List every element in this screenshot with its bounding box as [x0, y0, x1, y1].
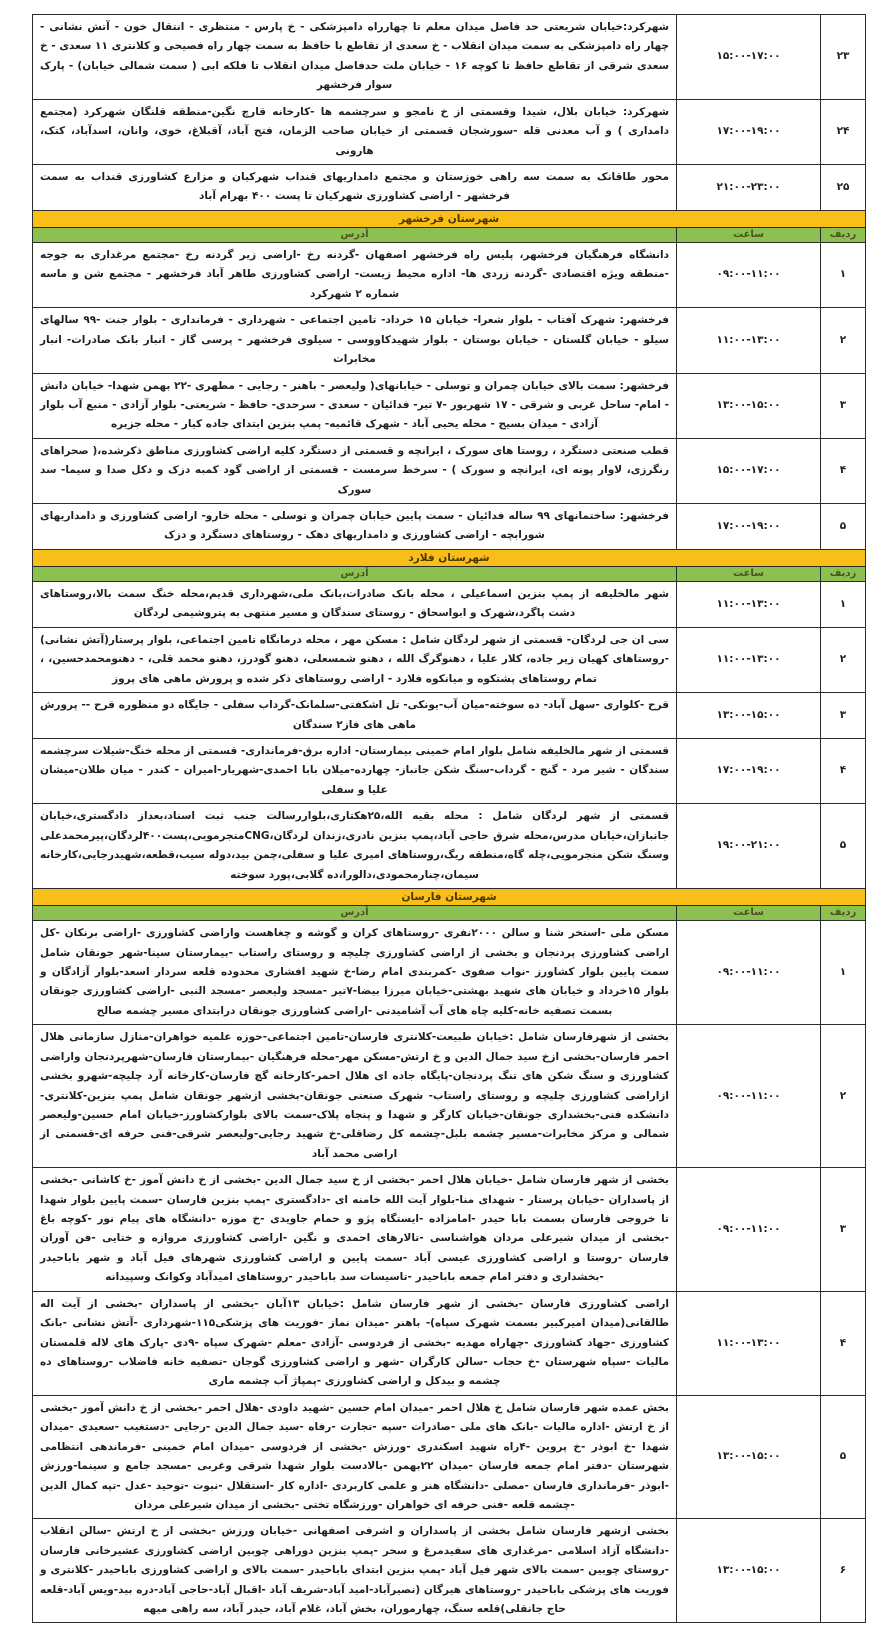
time-cell: ۱۱:۰۰-۱۳:۰۰ [677, 308, 821, 373]
address-cell: قرح -کلواری -سهل آباد- ده سوخته-میان آب-یونکی- تل اشکفتی-سلمانک-گرداب سفلی - جایگاه دو منظوره قرح -- پرورش ماهی های فاز۲ سندگان [33, 693, 677, 739]
section-header-title: شهرستان فرخشهر [33, 210, 866, 227]
address-cell: مسکن ملی -استخر شنا و سالن ۲۰۰۰نفری -روستاهای کران و گوشه و چغاهست واراضی کشاورزی -اراضی برنکان -کل اراضی کشاورزی پردنجان و بخشی از اراضی کشاورزی چلیچه و روستای راستاب -بیمارستان سینا-شهر جونقان شامل سمت پایین بلوار کشاورز -نواب صفوی -کمربندی امام رضا-خ شهید افشاری محدوده قلعه سردار اسعد-بلوار آزادگان و بلوار ۱۵خرداد و خیابان های شهید بهشتی-خیابان میرزا بیضا-۷تیر -مسجد ولیعصر -مسجد النبی -اراضی کشاورزی جونقان بسمت تصفیه خانه-کلیه چاه های آب آشامیدنی -اراضی کشاورزی جونقان درابتدای مسیر چشمه صالح [33, 921, 677, 1025]
column-header-rownum: ردیف [821, 227, 866, 242]
table-row [33, 164, 866, 210]
row-number-cell: ۴ [821, 739, 866, 804]
row-number-cell: ۵ [821, 1395, 866, 1519]
address-cell: قسمتی از شهر لردگان شامل : محله بقیه الله،۲۵هکتاری،بلواررسالت جنب ثبت اسناد،بعداز دادگستری،خیابان جانبازان،خیابان مدرس،محله شرق حاجی آباد،پمپ بنزین نادری،زندان لردگان،CNGمنجرمویی،پست۴۰۰لردگان،پیرمحمدعلی وسنگ شکن منجرمویی،چله گاه،منطقه ریگ،روستاهای امیری علیا و سفلی،چمن بید،دوله سیب،قطعه،شهیدرجایی،کارخانه سیمان،چنارمحمودی،دالورا،ده گلابی،پورد سوخته [33, 804, 677, 889]
section-header-title: شهرستان فلارد [33, 549, 866, 566]
address-cell: فرخشهر: سمت بالای خیابان چمران و توسلی - خیابانهای( ولیعصر - باهنر - رجایی - مطهری -۲۲ بهمن شهدا- خیابان دانش - امام- ساحل غربی و شرقی - ۱۷ شهریور -۷ تیر- فدائیان - سعدی - سرحدی- حافظ - شریعتی- بلوار آزادی - منبع آب بلوار آزادی - میدان بسیج - محله یحیی آباد - شهرک قائمیه- پمپ بنزین ابتدای جاده کیار - محله جزیره [33, 373, 677, 438]
row-number-cell: ۳ [821, 373, 866, 438]
table-row [33, 308, 866, 373]
time-cell: ۱۷:۰۰-۱۹:۰۰ [677, 99, 821, 164]
section-header-title: شهرستان فارسان [33, 888, 866, 905]
time-cell: ۱۵:۰۰-۱۷:۰۰ [677, 15, 821, 100]
table-row [33, 1025, 866, 1168]
address-cell: فرخشهر: ساختمانهای ۹۹ ساله فدائیان - سمت پایین خیابان چمران و توسلی - محله خارو- اراضی کشاورزی و دامداریهای شورابچه - اراضی کشاورزی و دامداریهای دهک - روستاهای دستگرد و دزک [33, 504, 677, 550]
section-header-row [33, 210, 866, 227]
column-header-row [33, 567, 866, 582]
time-cell: ۱۱:۰۰-۱۳:۰۰ [677, 582, 821, 628]
address-cell: محور طاقانک به سمت سه راهی خوزستان و مجتمع دامداریهای قنداب شهرکیان و مزارع کشاورزی قنداب به سمت فرخشهر - اراضی کشاورزی شهرکیان تا پست ۴۰۰ بهرام آباد [33, 164, 677, 210]
table-row [33, 438, 866, 503]
time-cell: ۱۱:۰۰-۱۳:۰۰ [677, 1291, 821, 1395]
address-cell: فرخشهر: شهرک آفتاب - بلوار شعرا- خیابان ۱۵ خرداد- تامین اجتماعی - شهرداری - فرمانداری - بلوار جنت -۹۹ سالهای سیلو - خیابان گلستان - خیابان بوستان - بلوار شهیدکاووسی - سیلوی فرخشهر - پرسی گاز - انبار بانک صادرات- انبار مخابرات [33, 308, 677, 373]
address-cell: بخشی از شهر فارسان شامل -خیابان هلال احمر -بخشی از خ سید جمال الدین -بخشی از خ دانش آموز -خ کاشانی -بخشی از پاسداران -خیابان پرستار - شهدای منا-بلوار آیت الله خامنه ای -دادگستری -پمپ بنزین فارسان -سمت پایین بلوار شهدا تا خروجی فارسان بسمت بابا حیدر -امامزاده -ایستگاه پژو و حمام جاویدی -خ موزه -دانشگاه های پیام نور -کوچه باغ -بخشی از میدان شیرعلی مردان هواشناسی -تالارهای احمدی و نگین -اراضی کشاورزی مروازه و ختایی -فن آوران فارسان -روستا و اراضی کشاورزی عیسی آباد -سمت پایین و اراضی کشاورزی شهرهای فیل آباد و شهر باباحیدر -بخشداری و دفتر امام جمعه باباحیدر -تاسیسات سد باباحیدر -روستاهای امیدآباد وکوانک وسپیدانه [33, 1168, 677, 1292]
row-number-cell: ۳ [821, 1168, 866, 1292]
column-header-time: ساعت [677, 906, 821, 921]
row-number-cell: ۴ [821, 1291, 866, 1395]
address-cell: بخشی از شهرفارسان شامل :خیابان طبیعت-کلانتری فارسان-تامین اجتماعی-حوزه علمیه خواهران-منازل سازمانی هلال احمر فارسان-بخشی ازخ سید جمال الدین و خ ارتش-مسکن مهر-محله فرهنگیان -بیمارستان فارسان-شهرپردنجان واراضی کشاورزی و سنگ شکن های تنگ پردنجان-پایگاه جاده ای هلال احمر-کارخانه گچ فارسان-کارخانه آرد چلیچه-شهرو بخشی ازاراضی کشاورزی چلیچه و روستای راستاب- شهرک صنعتی جونقان-بخشی ازشهر جونقان شامل پمپ بنزین-کلانتری-دانشکده فنی-بخشداری جونقان-خیابان کارگر و شهدا و پنجاه پلاک-سمت بالای بلوارکشاورز-خیابان امام حسین-ولیعصر شمالی و مرکز مخابرات-مسیر چشمه بلبل-چشمه کل رضاقلی-خ شهید رجایی-ولیعصر شرقی-فنی حرفه ای-قسمتی از اراضی محمد آباد [33, 1025, 677, 1168]
row-number-cell: ۲۵ [821, 164, 866, 210]
address-cell: دانشگاه فرهنگیان فرخشهر، پلیس راه فرخشهر اصفهان -گردنه رخ -اراضی زیر گردنه رخ -مجتمع مرغداری به جوجه -منطقه ویژه اقتصادی -گردنه زردی ها- اداره محیط زیست- اراضی کشاورزی طاهر آباد فرخشهر - مجتمع شن و ماسه شماره ۲ شهرکرد [33, 242, 677, 307]
time-cell: ۱۷:۰۰-۱۹:۰۰ [677, 504, 821, 550]
time-cell: ۱۵:۰۰-۱۷:۰۰ [677, 438, 821, 503]
table-row [33, 1168, 866, 1292]
time-cell: ۱۳:۰۰-۱۵:۰۰ [677, 1395, 821, 1519]
table-row [33, 1395, 866, 1519]
section-header-row [33, 888, 866, 905]
time-cell: ۱۳:۰۰-۱۵:۰۰ [677, 373, 821, 438]
column-header-address: آدرس [33, 906, 677, 921]
row-number-cell: ۲۳ [821, 15, 866, 100]
column-header-rownum: ردیف [821, 906, 866, 921]
table-row [33, 582, 866, 628]
row-number-cell: ۱ [821, 921, 866, 1025]
time-cell: ۰۹:۰۰-۱۱:۰۰ [677, 1168, 821, 1292]
time-cell: ۱۹:۰۰-۲۱:۰۰ [677, 804, 821, 889]
outage-table [32, 14, 866, 1623]
row-number-cell: ۲ [821, 627, 866, 692]
time-cell: ۱۷:۰۰-۱۹:۰۰ [677, 739, 821, 804]
row-number-cell: ۲ [821, 1025, 866, 1168]
column-header-address: آدرس [33, 567, 677, 582]
table-row [33, 627, 866, 692]
time-cell: ۱۳:۰۰-۱۵:۰۰ [677, 1519, 821, 1623]
table-row [33, 373, 866, 438]
address-cell: شهر مالخلیفه از پمپ بنزین اسماعیلی ، محله بانک صادرات،بانک ملی،شهرداری قدیم،محله خنگ سمت بالا،روستاهای دشت پاگرد،شهرک و ابواسحاق - روستای سندگان و مسیر منتهی به پتروشیمی لردگان [33, 582, 677, 628]
row-number-cell: ۲ [821, 308, 866, 373]
row-number-cell: ۲۴ [821, 99, 866, 164]
table-row [33, 739, 866, 804]
table-row [33, 504, 866, 550]
table-row [33, 693, 866, 739]
table-row [33, 15, 866, 100]
row-number-cell: ۴ [821, 438, 866, 503]
section-header-row [33, 549, 866, 566]
address-cell: قسمتی از شهر مالخلیفه شامل بلوار امام خمینی بیمارستان- اداره برق-فرمانداری- قسمتی از محله خنگ-شیلات سرچشمه سندگان - شیر مرد - گنج - گرداب-سنگ شکن جانباز- چهارده-میلان بابا احمدی-شهریار-امیران - کندر - میان طلان-میشان علیا و سفلی [33, 739, 677, 804]
column-header-time: ساعت [677, 567, 821, 582]
column-header-row [33, 906, 866, 921]
time-cell: ۰۹:۰۰-۱۱:۰۰ [677, 921, 821, 1025]
table-row [33, 242, 866, 307]
time-cell: ۱۳:۰۰-۱۵:۰۰ [677, 693, 821, 739]
table-row [33, 99, 866, 164]
table-row [33, 921, 866, 1025]
column-header-rownum: ردیف [821, 567, 866, 582]
row-number-cell: ۳ [821, 693, 866, 739]
address-cell: قطب صنعتی دستگرد ، روستا های سورک ، ایرانچه و قسمتی از دستگرد کلیه اراضی کشاورزی مناطق ذکرشده،( صحراهای رنگرزی، لاوار پونه ای، ایرانچه و سورک ) - سرخط سرمست - قسمتی از اراضی گود کمبه دزک و دکل صدا و سیما- سد سورک [33, 438, 677, 503]
address-cell: شهرکرد:خیابان شریعتی حد فاصل میدان معلم تا چهارراه دامپزشکی - خ پارس - منتظری - انتقال خون - آتش نشانی - چهار راه دامپزشکی به سمت میدان انقلاب - خ سعدی از تقاطع با حافظ به سمت چهار راه فصیحی و کلانتری ۱۱ سعدی - خ سعدی شرقی از تقاطع حافظ تا کوچه ۱۶ - خیابان ملت حدفاصل میدان انقلاب تا فلکه ابی ( سمت شمالی خیابان) - پارک سوار فرخشهر [33, 15, 677, 100]
time-cell: ۰۹:۰۰-۱۱:۰۰ [677, 1025, 821, 1168]
table-row [33, 1291, 866, 1395]
column-header-address: آدرس [33, 227, 677, 242]
row-number-cell: ۵ [821, 804, 866, 889]
table-row [33, 804, 866, 889]
time-cell: ۲۱:۰۰-۲۳:۰۰ [677, 164, 821, 210]
address-cell: بخشی ازشهر فارسان شامل بخشی از پاسداران و اشرفی اصفهانی -خیابان ورزش -بخشی از خ ارتش -سالن انقلاب -دانشگاه آزاد اسلامی -مرغداری های سفیدمرغ و سحر -پمپ بنزین دوراهی چوبین اراضی کشاورزی عشیرخانی فارسان -روستای چوبین -سمت بالای شهر فیل آباد -پمپ بنزین ابتدای باباحیدر -سمت بالای و اراضی کشاورزی باباحیدر -کلانتری و فوریت های پزشکی باباحیدر -روستاهای هیرگان (نصیرآباد-امید آباد-شریف آباد -اقبال آباد-حاجی آباد-دره بید-ویس آباد-قلعه حاج جانقلی)قلعه سنگ، چهارموران، بخش آباد، غلام آباد، حیدر آباد، سه راهی میهه [33, 1519, 677, 1623]
table-row [33, 1519, 866, 1623]
row-number-cell: ۵ [821, 504, 866, 550]
address-cell: سی ان جی لردگان- قسمتی از شهر لردگان شامل : مسکن مهر ، محله درمانگاه تامین اجتماعی، بلوار پرستار(آتش نشانی) -روستاهای کهیان زیر جاده، کلار علیا ، دهنوگرگ الله ، دهنو شمسعلی، دهنو گودرز، دهنو محمد قلی، - دهنومحمدحسین، ، تمام روستاهای پشتکوه و میانکوه فلارد - اراضی روستاهای ذکر شده و پرورش ماهی های پروز [33, 627, 677, 692]
time-cell: ۱۱:۰۰-۱۳:۰۰ [677, 627, 821, 692]
row-number-cell: ۶ [821, 1519, 866, 1623]
address-cell: اراضی کشاورزی فارسان -بخشی از شهر فارسان شامل :خیابان ۱۳آبان -بخشی از پاسداران -بخشی از آیت اله طالقانی(میدان امیرکبیر بسمت شهرک سپاه)- باهنر -میدان نماز -فوریت های پزشکی۱۱۵-شهرداری -آتش نشانی -بانک کشاورزی -جهاد کشاورزی -چهاراه مهدیه -بخشی از فردوسی -آزادی -معلم -شهرک سپاه -۹دی -پارک های لاله قلمستان مالیات -سپاه شهرستان -خ حجاب -سالن کارگران -شهر و اراضی کشاورزی گوجان -تصفیه خانه فاضلاب -روستاهای ده چشمه و بیدکل و اراضی کشاورزی -پمپاژ آب چشمه ماری [33, 1291, 677, 1395]
column-header-time: ساعت [677, 227, 821, 242]
row-number-cell: ۱ [821, 242, 866, 307]
column-header-row [33, 227, 866, 242]
time-cell: ۰۹:۰۰-۱۱:۰۰ [677, 242, 821, 307]
address-cell: شهرکرد: خیابان بلال، شیدا وقسمتی از خ نامجو و سرچشمه ها -کارخانه قارچ نگین-منطقه قلنگان شهرکرد (مجتمع دامداری ) و آب معدنی قله -سورشجان قسمتی از خیابان صاحب الزمان، فتح آباد، آقبلاغ، خوی، وانان، اسدآباد، کتک، هارونی [33, 99, 677, 164]
address-cell: بخش عمده شهر فارسان شامل خ هلال احمر -میدان امام حسین -شهید داودی -هلال احمر -بخشی از خ دانش آموز -بخشی از خ ارتش -اداره مالیات -بانک های ملی -صادرات -سپه -تجارت -رفاه -سید جمال الدین -رجایی -دستغیب -سعیدی -میدان شهدا -خ ابوذر -خ پروین -۴راه شهید اسکندری -ورزش -بخشی از فردوسی -میدان امام خمینی -فرماندهی انتظامی شهرستان -دفتر امام جمعه فارسان -میدان ۲۲بهمن -بالادست بلوار شهدا شرقی وغربی -مسجد جامع و سینما-ورزش -ابوذر -فرمانداری فارسان -مصلی -دانشگاه هنر و علمی کاربردی -اداره کار -استقلال -نبوت -توحید -عدل -تپه کمال الدین -چشمه قلعه -فنی حرفه ای خواهران -ورزشگاه تختی -بخشی از میدان شیرعلی مردان [33, 1395, 677, 1519]
row-number-cell: ۱ [821, 582, 866, 628]
